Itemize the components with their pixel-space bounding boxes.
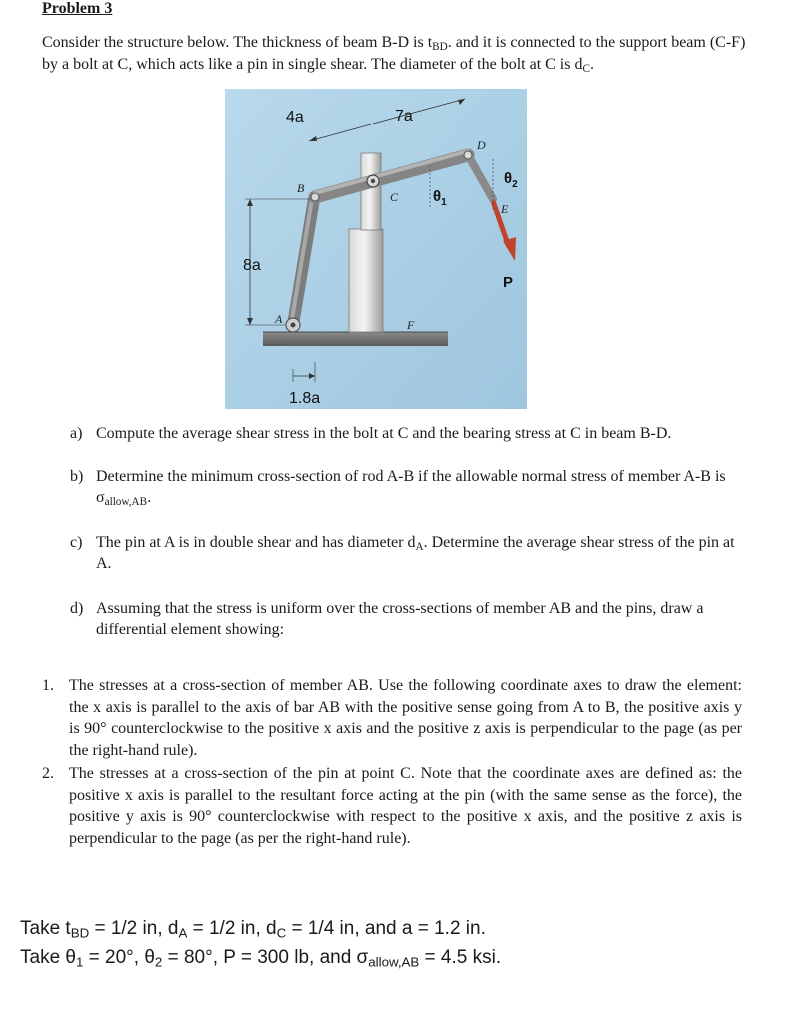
given1-p4: = 1/4 in, and a = 1.2 in.: [286, 918, 486, 939]
question-a: [70, 423, 740, 444]
intro-text-1: Consider the structure below. The thickness of beam B-D is t: [42, 34, 433, 51]
question-d-text: Assuming that the stress is uniform over the cross-sections of member AB and the pins, draw a differential element showing:: [96, 600, 704, 638]
point-e-label: E: [501, 202, 509, 216]
force-p-label: P: [503, 274, 514, 291]
question-b-body: Determine the minimum cross-section of rod A-B if the allowable normal stress of member A-B is σ: [96, 468, 726, 506]
given1-s1: BD: [70, 925, 90, 941]
given2-p2: = 20°, θ: [83, 947, 155, 968]
list-item-1-number: 1.: [42, 677, 54, 694]
given1-p1: Take t: [20, 918, 71, 939]
question-c-body1: The pin at A is in double shear and has diameter d: [96, 534, 416, 551]
given2-p3: = 80°, P = 300 lb, and σ: [162, 947, 369, 968]
question-c-label: c): [70, 534, 83, 551]
ground: [263, 332, 448, 346]
intro-text-3: .: [589, 56, 594, 73]
given-line-2: [20, 947, 501, 969]
pin-b: [311, 193, 319, 201]
theta1-symbol: θ: [433, 188, 442, 205]
dim-8a-label: 8a: [243, 257, 261, 274]
theta2-symbol: θ: [504, 170, 513, 187]
question-b-label: b): [70, 468, 84, 485]
list-item-2: [42, 763, 742, 849]
pin-c-hole: [371, 179, 375, 183]
given1-p3: = 1/2 in, d: [187, 918, 277, 939]
intro-sub-c: C: [582, 62, 590, 75]
problem-intro: [42, 32, 762, 76]
dim-1-8a-label: 1.8a: [289, 390, 321, 407]
question-c: [70, 532, 740, 574]
list-item-1: [42, 675, 742, 761]
dim-4a-label: 4a: [286, 109, 304, 126]
question-b-text: [96, 466, 740, 508]
point-c-label: C: [390, 190, 399, 204]
given2-p4: = 4.5 ksi.: [419, 947, 502, 968]
given2-s1: 1: [75, 954, 84, 970]
question-d-label: d): [70, 600, 84, 617]
given2-p1: Take θ: [20, 947, 76, 968]
theta2-subscript: 2: [512, 179, 518, 190]
pin-a-hole: [291, 323, 296, 328]
point-b-label: B: [297, 181, 305, 195]
given2-s2: 2: [154, 954, 163, 970]
question-b: [70, 466, 740, 508]
point-f-label: F: [407, 318, 415, 332]
dim-7a-label: 7a: [395, 108, 413, 125]
given1-p2: = 1/2 in, d: [89, 918, 179, 939]
question-a-label: a): [70, 425, 83, 442]
question-c-sub: A: [415, 540, 424, 553]
question-b-sub: allow,AB: [104, 495, 148, 508]
pin-d: [464, 151, 472, 159]
question-d: [70, 598, 740, 640]
list-item-2-text: The stresses at a cross-section of the pin at point C. Note that the coordinate axes are defined as: the positive x axis is parallel to the resultant force acting at the pin (with the same sense as the force), the positive y axis is 90° counterclockwise with respect to the positive x axis, and the positive z axis is perpendicular to the page (as per the right-hand rule).: [69, 765, 742, 847]
support-column-lower: [349, 229, 383, 332]
theta1-subscript: 1: [441, 197, 447, 208]
structure-figure: [225, 89, 527, 409]
question-b-end: .: [147, 489, 152, 506]
intro-sub-bd: BD: [432, 40, 448, 53]
given2-s3: allow,AB: [368, 954, 420, 970]
question-a-text: Compute the average shear stress in the bolt at C and the bearing stress at C in beam B-D.: [96, 425, 672, 442]
list-item-2-number: 2.: [42, 765, 54, 782]
question-c-text: [96, 532, 740, 574]
question-c-body2: . Determine the average shear stress of the pin at A.: [96, 534, 735, 572]
list-item-1-text: The stresses at a cross-section of member AB. Use the following coordinate axes to draw the element: the x axis is parallel to the axis of bar AB with the positive sense going from A to B, the positive axis y is 90° counterclockwise to the positive x axis and the positive z axis is perpendicular to the page (as per the right-hand rule).: [69, 677, 742, 759]
intro-text-2: . and it is connected to the support beam (C-F) by a bolt at C, which acts like a pin in single shear. The diameter of the bolt at C is d: [42, 34, 746, 73]
support-column-upper: [361, 153, 381, 230]
given-line-1: [20, 918, 486, 940]
given1-s2: A: [178, 925, 188, 941]
problem-title: Problem 3: [42, 0, 113, 17]
point-a-label: A: [275, 312, 283, 326]
given1-s3: C: [276, 925, 287, 941]
point-d-label: D: [477, 138, 486, 152]
